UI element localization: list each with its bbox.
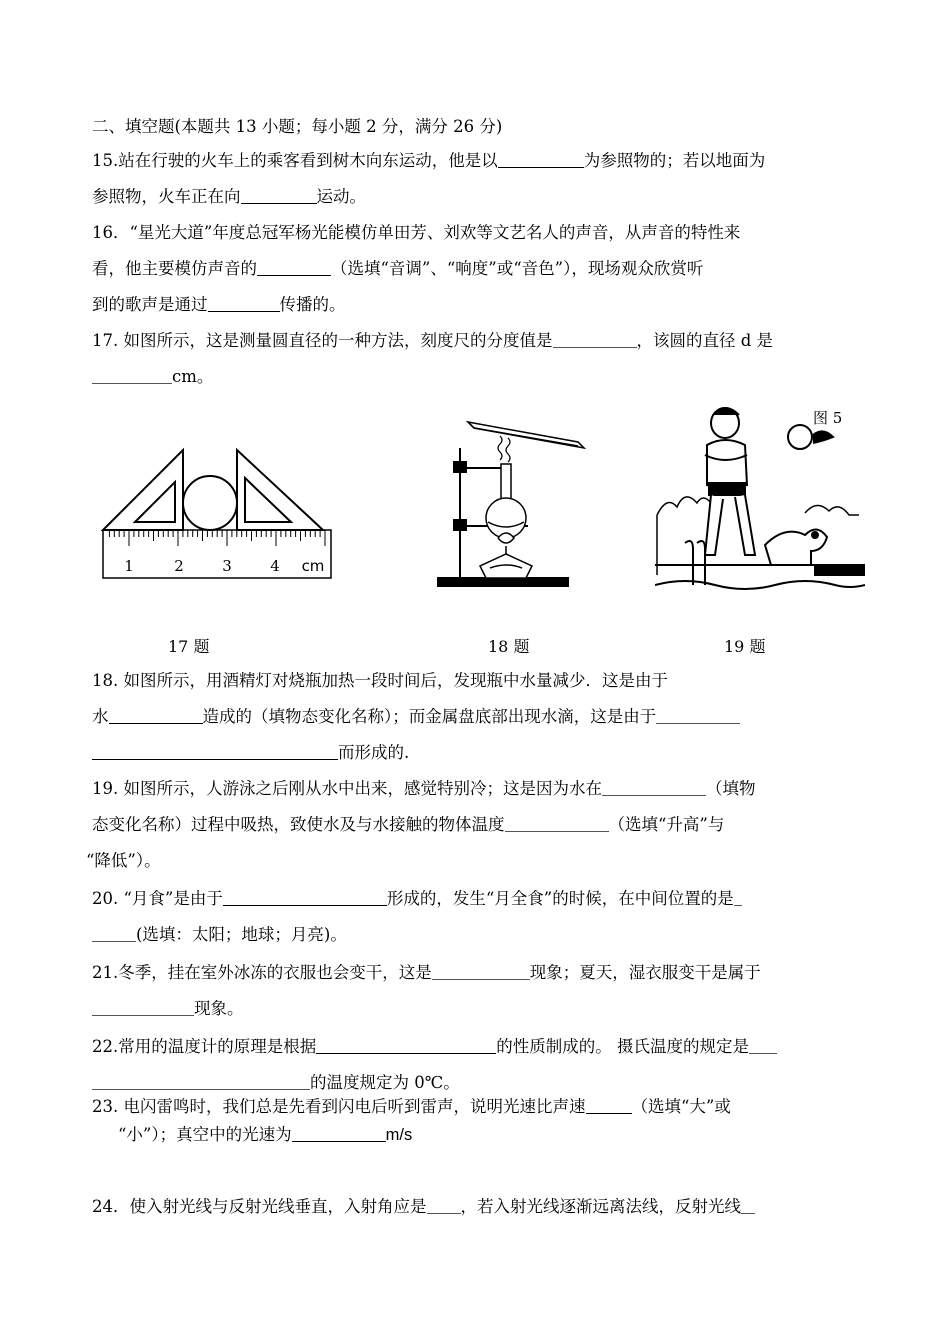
alcohol-lamp	[480, 533, 532, 578]
q18-blank-2a[interactable]	[656, 707, 740, 724]
q20-blank-2b[interactable]	[92, 925, 136, 942]
question-20-line-1	[92, 888, 742, 910]
q24-blank-2[interactable]	[741, 1197, 755, 1214]
q22-text-b: 的性质制成的。 摄氏温度的规定是	[496, 1037, 749, 1056]
q17-blank-2[interactable]	[92, 367, 172, 384]
swimmer-figure	[705, 408, 755, 555]
q15-text-b: 为参照物的；若以地面为	[583, 151, 766, 170]
ruler-ticks	[109, 530, 325, 546]
left-set-square	[103, 450, 183, 530]
q21-blank-1[interactable]	[432, 963, 530, 980]
ruler-label-4: 4	[270, 557, 280, 575]
question-17-line-2	[92, 366, 213, 388]
q23-text-d: m/s	[385, 1126, 413, 1144]
q17-text-b: ，该圆的直径 d 是	[636, 331, 774, 350]
caption-18: 18 题	[488, 637, 530, 656]
caption-19: 19 题	[724, 637, 766, 656]
question-22-line-2	[92, 1072, 460, 1094]
question-23-line-2	[118, 1124, 412, 1146]
figure-19-swimmer-diagram	[655, 405, 865, 595]
question-16-line-2	[92, 258, 703, 280]
question-19-line-3: “降低”）。	[86, 851, 161, 870]
q23-text-a: 23. 电闪雷鸣时，我们总是先看到闪电后听到雷声，说明光速比声速	[92, 1097, 586, 1116]
q23-blank-1[interactable]	[586, 1097, 632, 1114]
question-15-line-2	[92, 186, 366, 208]
q22-blank-2b[interactable]	[92, 1073, 310, 1090]
pool-edge	[655, 541, 865, 589]
q18-blank-2b[interactable]	[92, 743, 338, 760]
q22-blank-1[interactable]	[316, 1037, 496, 1054]
q22-text-c: 的温度规定为 0℃。	[310, 1073, 460, 1092]
q16-blank-2[interactable]	[208, 295, 280, 312]
q15-text-a: 15.站在行驶的火车上的乘客看到树木向东运动，他是以	[92, 151, 498, 170]
grass-background	[657, 497, 859, 575]
q19-blank-1[interactable]	[602, 779, 706, 796]
question-19-line-2	[92, 814, 724, 836]
question-21-line-2	[92, 998, 244, 1020]
ruler-label-3: 3	[222, 557, 232, 575]
steam-lines	[498, 436, 510, 462]
q19-text-c: 态变化名称）过程中吸热，致使水及与水接触的物体温度	[92, 815, 505, 834]
section-title: 二、填空题(本题共 13 小题；每小题 2 分，满分 26 分)	[92, 117, 503, 136]
metal-plate	[468, 422, 584, 448]
q20-text-b: 形成的，发生“月全食”的时候，在中间位置的是	[386, 889, 734, 908]
q19-text-d: （选填“升高”与	[608, 815, 725, 834]
q20-text-a: 20. “月食”是由于	[92, 889, 223, 908]
q15-blank-2[interactable]	[241, 187, 317, 204]
ruler-unit-label: cm	[301, 557, 325, 575]
question-23-line-1	[92, 1096, 731, 1118]
q17-blank-1[interactable]	[553, 331, 637, 348]
q20-text-c: (选填：太阳；地球；月亮)。	[136, 925, 347, 944]
question-15-line-1	[92, 150, 765, 172]
q16-text-c: （选填“音调”、“响度”或“音色”），现场观众欣赏听	[331, 259, 704, 278]
question-18-line-1: 18. 如图所示，用酒精灯对烧瓶加热一段时间后，发现瓶中水量减少．这是由于	[92, 671, 668, 690]
sun-with-face	[788, 425, 833, 449]
question-16-line-3	[92, 294, 346, 316]
q21-text-b: 现象；夏天，湿衣服变干是属于	[529, 963, 761, 982]
q15-blank-1[interactable]	[498, 151, 584, 168]
q19-text-a: 19. 如图所示，人游泳之后刚从水中出来，感觉特别冷；这是因为水在	[92, 779, 602, 798]
q23-text-b: （选填“大”或	[631, 1097, 731, 1116]
q18-text-b: 水	[92, 707, 109, 726]
dog-figure	[765, 529, 827, 565]
q16-blank-1[interactable]	[257, 259, 331, 276]
flask	[486, 464, 526, 538]
q19-text-b: （填物	[706, 779, 756, 798]
q17-text-a: 17. 如图所示，这是测量圆直径的一种方法，刻度尺的分度值是	[92, 331, 553, 350]
question-17-line-1	[92, 330, 773, 352]
q22-text-a: 22.常用的温度计的原理是根据	[92, 1037, 317, 1056]
q19-blank-2[interactable]	[505, 815, 609, 832]
question-18-line-2	[92, 706, 740, 728]
caption-17: 17 题	[168, 637, 210, 656]
q21-text-c: 现象。	[194, 999, 244, 1018]
q16-text-d: 到的歌声是通过	[92, 295, 208, 314]
q17-text-c: cm。	[172, 367, 214, 386]
question-24-line-1	[92, 1196, 755, 1218]
q24-text-b: ，若入射光线逐渐远离法线，反射光线	[460, 1197, 741, 1216]
ruler-body	[103, 530, 331, 578]
measured-circle	[183, 476, 237, 530]
question-18-line-3	[92, 742, 409, 764]
q23-text-c: “小”）；真空中的光速为	[118, 1125, 292, 1144]
q20-blank-1[interactable]	[223, 889, 387, 906]
q18-text-c: 造成的（填物态变化名称）；而金属盘底部出现水滴，这是由于	[202, 707, 657, 726]
q21-blank-2[interactable]	[92, 999, 194, 1016]
q20-blank-2a[interactable]	[734, 889, 742, 906]
figure-5-label: 图 5	[813, 409, 843, 427]
q18-blank-1[interactable]	[109, 707, 203, 724]
figure-17-ruler-diagram	[95, 440, 345, 590]
question-22-line-1	[92, 1036, 777, 1058]
q22-blank-2a[interactable]	[749, 1037, 777, 1054]
q15-text-c: 参照物，火车正在向	[92, 187, 241, 206]
q16-text-b: 看，他主要模仿声音的	[92, 259, 257, 278]
ruler-label-2: 2	[174, 557, 184, 575]
q16-text-e: 传播的。	[279, 295, 346, 314]
q18-text-d: 而形成的.	[338, 743, 410, 762]
question-20-line-2	[92, 924, 347, 946]
q24-text-a: 24．使入射光线与反射光线垂直，入射角应是	[92, 1197, 427, 1216]
ruler-label-1: 1	[124, 557, 134, 575]
q21-text-a: 21.冬季，挂在室外冰冻的衣服也会变干，这是	[92, 963, 432, 982]
right-set-square	[237, 450, 323, 530]
figure-18-flask-diagram	[428, 418, 588, 590]
q23-blank-2[interactable]	[292, 1125, 386, 1142]
q24-blank-1[interactable]	[427, 1197, 461, 1214]
question-21-line-1	[92, 962, 761, 984]
question-19-line-1	[92, 778, 756, 800]
q15-text-d: 运动。	[316, 187, 366, 206]
question-16-line-1: 16．“星光大道”年度总冠军杨光能模仿单田芳、刘欢等文艺名人的声音，从声音的特性来	[92, 223, 741, 242]
